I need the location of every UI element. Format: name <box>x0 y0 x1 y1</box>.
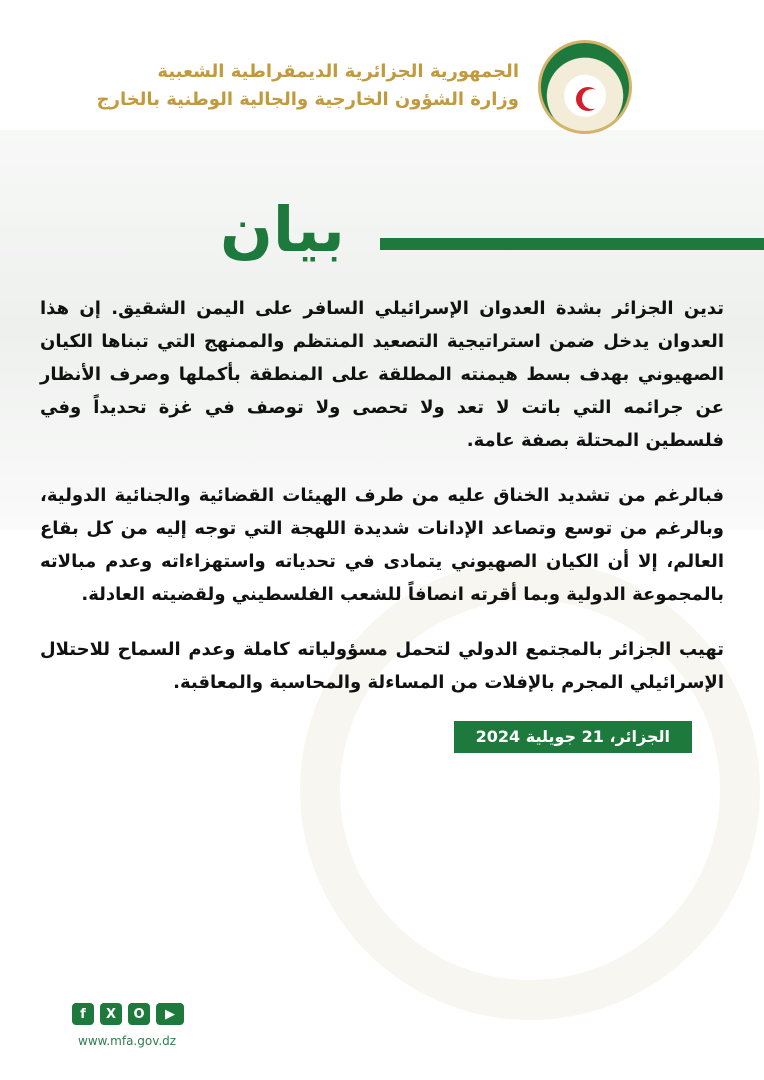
header-line2: وزارة الشؤون الخارجية والجالية الوطنية بالخارج <box>96 89 519 110</box>
header <box>97 58 519 114</box>
content <box>40 292 724 753</box>
instagram-icon[interactable]: O <box>128 1003 150 1025</box>
title-underline <box>380 238 764 250</box>
header-line1: الجمهورية الجزائرية الديمقراطية الشعبية <box>157 61 519 82</box>
paragraph: فبالرغم من تشديد الخناق عليه من طرف الهيئات القضائية والجنائية الدولية، وبالرغم من توسع وتصاعد الإدانات شديدة اللهجة التي توجه إليه من كل بقاع العالم، إلا أن الكيان الصهيوني يتمادى في تحدياته واستهزاءاته وعدم مبالاته بالمجموعة الدولية وبما أقرته انصافاً للشعب الفلسطيني ولقضيته العادلة. <box>40 485 724 605</box>
youtube-icon[interactable]: ▶ <box>156 1003 184 1025</box>
x-icon[interactable]: X <box>100 1003 122 1025</box>
statement-body <box>40 292 724 699</box>
facebook-icon[interactable]: f <box>72 1003 94 1025</box>
social-links <box>72 1003 184 1025</box>
website-link[interactable]: www.mfa.gov.dz <box>78 1034 177 1048</box>
date-row <box>40 721 724 753</box>
page-title: بيان <box>220 193 345 266</box>
date-badge: الجزائر، 21 جويلية 2024 <box>454 721 692 753</box>
ministry-seal-logo <box>538 40 632 134</box>
crescent-icon <box>576 87 600 111</box>
paragraph: تهيب الجزائر بالمجتمع الدولي لتحمل مسؤولياته كاملة وعدم السماح للاحتلال الإسرائيلي المجرم بالإفلات من المساءلة والمحاسبة والمعاقبة. <box>40 639 724 693</box>
paragraph: تدين الجزائر بشدة العدوان الإسرائيلي السافر على اليمن الشقيق. إن هذا العدوان يدخل ضمن استراتيجية التصعيد المنتظم والممنهج التي تبناها الكيان الصهيوني بهدف بسط هيمنته المطلقة على المنطقة بأكملها وصرف الأنظار عن جرائمه التي باتت لا تعد ولا تحصى ولا توصف في غزة تحديداً وفي فلسطين المحتلة بصفة عامة. <box>40 298 724 451</box>
